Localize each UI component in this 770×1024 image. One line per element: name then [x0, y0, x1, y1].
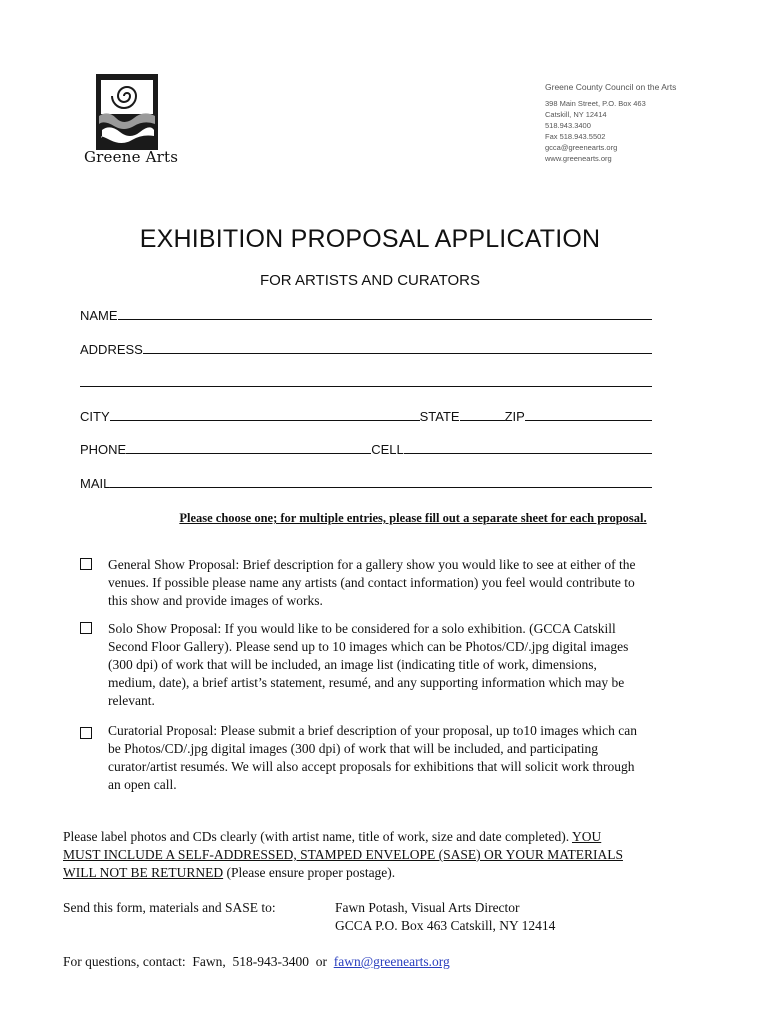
address-line2-field[interactable]: [80, 386, 652, 387]
send-label: Send this form, materials and SASE to:: [63, 900, 276, 915]
option-line: relevant.: [108, 693, 155, 708]
solo-show-checkbox[interactable]: [80, 622, 92, 634]
org-contact-block: [545, 82, 676, 164]
address-line2-row: [80, 370, 652, 390]
phone-cell-row: [80, 437, 652, 457]
city-state-zip-row: [80, 404, 652, 424]
address-label: ADDRESS: [80, 342, 143, 357]
option-line: medium, date), a brief artist’s statement, resumé, and any supporting information which may be: [108, 675, 625, 690]
phone-label: PHONE: [80, 442, 127, 457]
curatorial-checkbox[interactable]: [80, 727, 92, 739]
mail-field[interactable]: [110, 487, 652, 488]
greene-arts-logo-icon: [96, 74, 158, 150]
option-line: Second Floor Gallery). Please send up to 10 images which can be Photos/CD/.jpg digital images: [108, 639, 629, 654]
option-line: Solo Show Proposal: If you would like to be considered for a solo exhibition. (GCCA Catskill: [108, 621, 616, 636]
name-label: NAME: [80, 308, 118, 323]
address-field[interactable]: [143, 353, 652, 354]
org-web-line: www.greenearts.org: [545, 154, 612, 163]
state-label: STATE: [419, 409, 460, 424]
org-fax-line: Fax 518.943.5502: [545, 132, 606, 141]
option-line: General Show Proposal: Brief description for a gallery show you would like to see at either of the: [108, 557, 636, 572]
zip-label: ZIP: [504, 409, 525, 424]
address-field-row: [80, 337, 652, 357]
contact-line: [63, 953, 450, 971]
option-line: venues. If possible please name any artists (and contact information) you feel would contribute to: [108, 575, 635, 590]
cell-label: CELL: [371, 442, 404, 457]
label-note-line-2: MUST INCLUDE A SELF-ADDRESSED, STAMPED ENVELOPE (SASE) OR YOUR MATERIALS: [63, 847, 623, 862]
cell-field[interactable]: [404, 453, 652, 454]
send-recipient: Fawn Potash, Visual Arts Director: [335, 900, 520, 915]
general-show-checkbox[interactable]: [80, 558, 92, 570]
org-address-line: 398 Main Street, P.O. Box 463: [545, 99, 646, 108]
org-name: Greene County Council on the Arts: [545, 82, 677, 92]
contact-text: For questions, contact: Fawn, 518-943-3400 or: [63, 954, 334, 969]
city-field[interactable]: [110, 420, 420, 421]
label-note: [63, 828, 743, 882]
instruction-text: Please choose one; for multiple entries, please fill out a separate sheet for each proposal.: [179, 511, 647, 525]
option-line: Curatorial Proposal: Please submit a brief description of your proposal, up to10 images which can: [108, 723, 638, 738]
city-label: CITY: [80, 409, 110, 424]
option-line: an open call.: [108, 777, 177, 792]
state-field[interactable]: [460, 420, 505, 421]
option-line: this show and provide images of works.: [108, 593, 323, 608]
option-line: curator/artist resumés. We will also accept proposals for exhibitions that will solicit work through: [108, 759, 635, 774]
label-note-line-3: [63, 864, 743, 882]
logo-wordmark: Greene Arts: [84, 148, 179, 166]
option-line: (300 dpi) of work that will be included, an image list (indicating title of work, dimensions,: [108, 657, 597, 672]
label-note-emphasis: YOU: [571, 829, 602, 844]
mail-label: MAIL: [80, 476, 111, 491]
zip-field[interactable]: [525, 420, 652, 421]
mail-field-row: [80, 471, 652, 491]
option-line: be Photos/CD/.jpg digital images (300 dpi) of work that will be included, and participating: [108, 741, 599, 756]
label-note-text: (Please ensure proper postage).: [223, 865, 396, 880]
phone-field[interactable]: [126, 453, 371, 454]
org-phone-line: 518.943.3400: [545, 121, 591, 130]
org-city-line: Catskill, NY 12414: [545, 110, 607, 119]
name-field[interactable]: [118, 319, 652, 320]
contact-email-link[interactable]: fawn@greenearts.org: [333, 954, 450, 969]
page-title: EXHIBITION PROPOSAL APPLICATION: [139, 225, 601, 253]
org-email-line: gcca@greenearts.org: [545, 143, 618, 152]
label-note-line-1: [63, 828, 743, 846]
label-note-emphasis: WILL NOT BE RETURNED: [63, 865, 224, 880]
page-subtitle: FOR ARTISTS AND CURATORS: [259, 272, 481, 289]
send-address: GCCA P.O. Box 463 Catskill, NY 12414: [335, 918, 556, 933]
name-field-row: [80, 303, 652, 323]
label-note-text: Please label photos and CDs clearly (with artist name, title of work, size and date completed).: [63, 829, 572, 844]
